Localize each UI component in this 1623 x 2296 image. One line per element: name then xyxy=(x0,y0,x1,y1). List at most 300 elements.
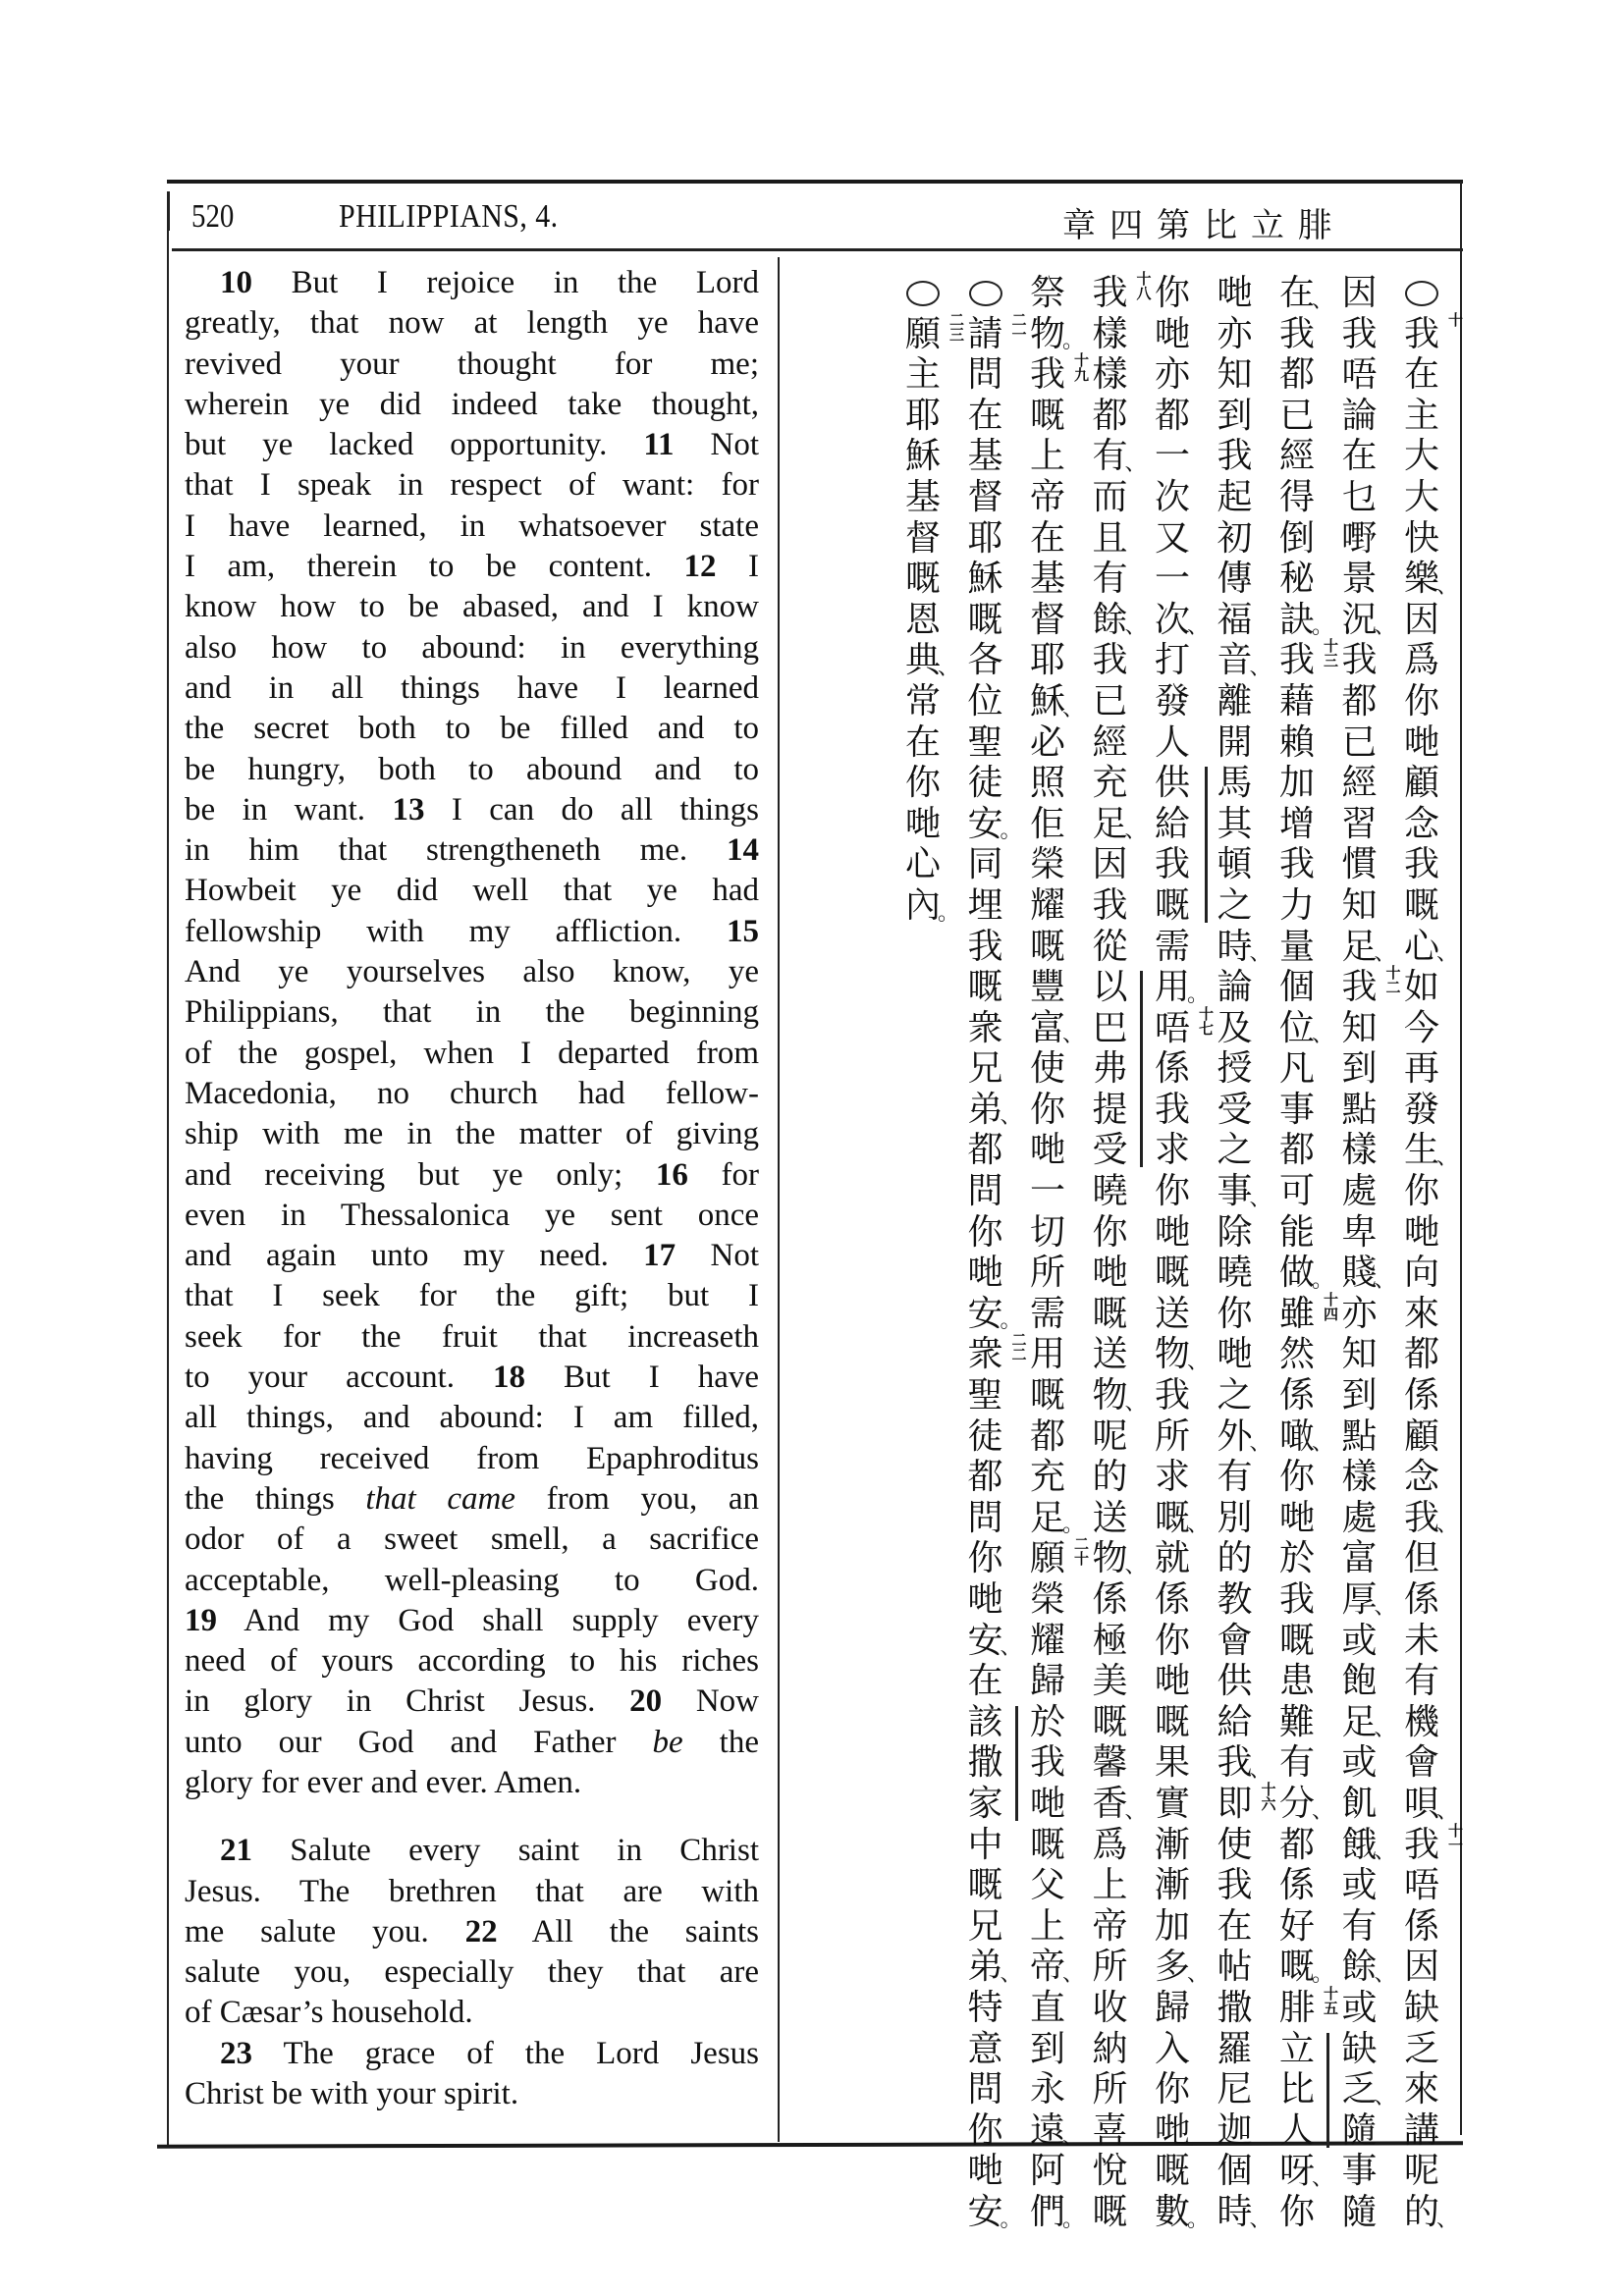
character-glyph: 雖 xyxy=(1278,1293,1315,1334)
chinese-character xyxy=(961,681,1010,722)
character-glyph: 或 xyxy=(1341,1742,1378,1784)
chinese-character xyxy=(1023,1171,1072,1212)
chinese-character xyxy=(1335,1457,1384,1498)
character-glyph: 送 xyxy=(1092,1334,1128,1375)
chinese-character xyxy=(1397,640,1446,681)
character-glyph: 有 xyxy=(1341,1905,1378,1947)
chinese-character xyxy=(1272,1985,1339,2029)
chinese-character xyxy=(1211,1947,1260,1988)
chinese-character xyxy=(961,1048,1010,1090)
chinese-character xyxy=(961,1416,1010,1458)
character-glyph: 乏 xyxy=(1403,2028,1439,2069)
character-glyph: 個 xyxy=(1217,2151,1253,2192)
character-glyph: 我 xyxy=(1154,1089,1190,1130)
chinese-character xyxy=(1272,2110,1322,2152)
chinese-character xyxy=(1023,1947,1084,1988)
character-glyph: 你 xyxy=(1217,1293,1253,1334)
character-glyph: 嘅 xyxy=(1154,1253,1190,1294)
verse-text: I can do all things xyxy=(424,791,759,828)
character-glyph: 你 xyxy=(1154,2069,1190,2110)
character-glyph: 喜 xyxy=(1092,2109,1128,2151)
chinese-character xyxy=(1148,844,1197,885)
chinese-character xyxy=(1335,1824,1396,1866)
character-glyph: 安 xyxy=(967,2191,1003,2232)
character-glyph: 嘅 xyxy=(1092,1701,1128,1742)
chinese-character xyxy=(1211,844,1260,885)
verse-text: and receiving but ye only; xyxy=(185,1156,656,1193)
character-glyph: 帝 xyxy=(1092,1905,1128,1947)
chinese-character xyxy=(1086,354,1135,396)
chinese-character xyxy=(898,884,959,927)
character-glyph: 都 xyxy=(1278,1130,1315,1171)
chinese-character xyxy=(1335,1416,1384,1458)
chinese-character xyxy=(961,1620,1022,1662)
character-glyph: 一 xyxy=(1154,436,1190,477)
character-glyph: 外 xyxy=(1217,1415,1253,1457)
character-glyph: 患 xyxy=(1278,1661,1315,1702)
chinese-character xyxy=(1335,396,1384,437)
character-glyph: 在 xyxy=(967,395,1003,436)
chinese-character xyxy=(1272,722,1322,764)
english-line xyxy=(185,345,759,385)
character-glyph: 足 xyxy=(1341,926,1378,967)
character-glyph: 物 xyxy=(1092,1538,1128,1579)
chinese-character xyxy=(1148,354,1197,396)
punctuation: 、 xyxy=(1374,1267,1396,1293)
chinese-character xyxy=(1148,518,1197,560)
character-glyph: 阿 xyxy=(1029,2151,1065,2192)
chinese-character xyxy=(1211,1988,1260,2029)
character-glyph: 亦 xyxy=(1341,1293,1378,1334)
chinese-character xyxy=(961,1538,1010,1579)
chinese-character xyxy=(961,2069,1010,2110)
chinese-character xyxy=(1211,804,1260,845)
character-glyph: 飢 xyxy=(1341,1783,1378,1824)
character-glyph: 耶 xyxy=(1029,640,1065,681)
chinese-character xyxy=(1023,396,1072,437)
chinese-character xyxy=(961,2151,1010,2192)
character-glyph: 有 xyxy=(1217,1457,1253,1498)
character-glyph: 基 xyxy=(904,476,941,517)
character-glyph: 未 xyxy=(1403,1620,1439,1661)
chinese-character xyxy=(1272,1661,1322,1702)
chinese-character xyxy=(1397,967,1446,1008)
english-line xyxy=(185,547,759,587)
character-glyph: 巴 xyxy=(1092,1007,1128,1048)
chinese-character xyxy=(1148,2069,1197,2110)
punctuation: 、 xyxy=(1061,2125,1084,2151)
character-glyph: 係 xyxy=(1092,1579,1128,1620)
chinese-character xyxy=(1272,844,1322,885)
punctuation: 。 xyxy=(1186,982,1209,1007)
character-glyph: 物 xyxy=(1092,1375,1128,1416)
punctuation: 、 xyxy=(1186,1513,1209,1538)
character-glyph: 哋 xyxy=(1217,273,1253,313)
chinese-character xyxy=(1211,477,1260,518)
chinese-character xyxy=(1023,2151,1072,2192)
chinese-character xyxy=(961,518,1010,560)
chinese-character xyxy=(1397,1008,1446,1049)
verse-text: fellowship with my affliction. xyxy=(185,913,727,949)
character-glyph: 發 xyxy=(1403,1089,1439,1130)
character-glyph: 次 xyxy=(1154,599,1190,640)
punctuation: 、 xyxy=(1249,1186,1271,1211)
chinese-character xyxy=(961,1825,1010,1866)
character-glyph: 或 xyxy=(1341,1987,1378,2028)
chinese-character xyxy=(1272,1375,1322,1416)
chinese-character xyxy=(1272,1048,1322,1090)
character-glyph: 物 xyxy=(1029,313,1065,354)
chinese-character xyxy=(1211,1457,1260,1498)
chinese-character xyxy=(1335,1375,1384,1416)
punctuation: 、 xyxy=(1435,1513,1458,1538)
chinese-character xyxy=(1023,600,1072,641)
chinese-character xyxy=(1211,1825,1260,1866)
chinese-character xyxy=(1086,436,1147,477)
character-glyph: 入 xyxy=(1154,2028,1190,2069)
character-glyph: 知 xyxy=(1341,884,1378,926)
chinese-character xyxy=(1272,1291,1339,1335)
chinese-character xyxy=(1397,1416,1446,1458)
verse-number: 十八 xyxy=(1134,271,1153,300)
english-line xyxy=(185,628,759,668)
chinese-character xyxy=(961,311,1028,355)
character-glyph: 歸 xyxy=(1154,1987,1190,2028)
character-glyph: 從 xyxy=(1092,926,1128,967)
character-glyph: 極 xyxy=(1092,1620,1128,1661)
character-glyph: 嘅 xyxy=(1154,2151,1190,2192)
character-glyph: 特 xyxy=(967,1987,1003,2028)
english-line xyxy=(185,1155,759,1196)
chinese-character xyxy=(1148,804,1197,845)
chinese-character xyxy=(1397,1988,1446,2029)
character-glyph: 機 xyxy=(1403,1701,1439,1742)
verse-text: seek for the fruit that increaseth xyxy=(185,1318,759,1355)
chinese-character xyxy=(898,396,947,437)
chinese-character xyxy=(1023,1375,1072,1416)
verse-text: Macedonia, no church had fellow- xyxy=(185,1075,759,1111)
character-glyph: 唄 xyxy=(1403,1783,1439,1824)
punctuation: 、 xyxy=(1249,1431,1271,1457)
character-glyph: 使 xyxy=(1029,1048,1065,1090)
verse-text: odor of a sweet smell, a sacrifice xyxy=(185,1522,759,1558)
verse-text: But I have xyxy=(525,1360,759,1396)
chinese-character xyxy=(1272,638,1339,681)
verse-text: need of yours according to his riches xyxy=(185,1643,759,1680)
chinese-character xyxy=(1335,1579,1396,1621)
punctuation: 、 xyxy=(1435,573,1458,599)
chinese-column xyxy=(1335,273,1402,2233)
chinese-character xyxy=(1397,1579,1446,1621)
character-glyph: 厚 xyxy=(1341,1579,1378,1620)
chinese-character xyxy=(1148,477,1197,518)
character-glyph: 顧 xyxy=(1403,763,1439,804)
bottom-rule xyxy=(157,2141,1463,2148)
chinese-character xyxy=(1211,1702,1260,1743)
character-glyph: 樂 xyxy=(1403,559,1439,600)
chinese-character xyxy=(1397,559,1458,600)
chinese-character xyxy=(1086,1212,1135,1254)
character-glyph: 人 xyxy=(1154,721,1190,763)
chinese-character xyxy=(1335,518,1384,560)
character-glyph: 督 xyxy=(1029,599,1065,640)
chinese-character xyxy=(1148,1048,1197,1090)
chinese-character xyxy=(1335,314,1384,355)
character-glyph: 撒 xyxy=(1217,1987,1253,2028)
verse-text: of Cæsar’s household. xyxy=(185,1995,473,2031)
chinese-character xyxy=(1148,2151,1197,2192)
english-line xyxy=(185,425,759,465)
character-glyph: 嘅 xyxy=(1029,1375,1065,1416)
character-glyph: 帝 xyxy=(1029,1947,1065,1988)
character-glyph: 你 xyxy=(1092,1211,1128,1253)
character-glyph: 以 xyxy=(1092,967,1128,1008)
character-glyph: 足 xyxy=(1341,1701,1378,1742)
chinese-character xyxy=(1086,2192,1135,2233)
punctuation: 、 xyxy=(1124,614,1147,640)
verse-number: 十九 xyxy=(1072,352,1090,383)
character-glyph: 上 xyxy=(1092,1865,1128,1906)
chinese-character xyxy=(1335,1947,1396,1988)
chinese-character xyxy=(1086,1661,1135,1702)
punctuation: 、 xyxy=(1249,1757,1271,1783)
chinese-character xyxy=(1023,1130,1072,1171)
verse-text: be in want. xyxy=(185,791,393,828)
character-glyph: 心 xyxy=(904,844,941,885)
character-glyph: 們 xyxy=(1029,2191,1065,2232)
english-line xyxy=(185,1439,759,1479)
character-glyph: 充 xyxy=(1029,1457,1065,1498)
character-glyph: 係 xyxy=(1154,1048,1190,1090)
verse-text: of the gospel, when I departed from xyxy=(185,1035,759,1071)
character-glyph: 常 xyxy=(904,680,941,721)
character-glyph: 哋 xyxy=(967,1579,1003,1620)
chinese-character xyxy=(898,640,959,681)
character-glyph: 受 xyxy=(1217,1089,1253,1130)
character-glyph: 嘅 xyxy=(1029,926,1065,967)
character-glyph: 所 xyxy=(1154,1415,1190,1457)
punctuation: 、 xyxy=(1124,1554,1147,1578)
verse-text: to your account. xyxy=(185,1360,494,1396)
chinese-character xyxy=(1023,1825,1072,1866)
character-glyph: 心 xyxy=(1403,926,1439,967)
character-glyph: 今 xyxy=(1403,1007,1439,1048)
chinese-character xyxy=(1335,1171,1384,1212)
character-glyph: 之 xyxy=(1217,1375,1253,1416)
chinese-character xyxy=(961,640,1010,681)
verse-text: unto our God and Father xyxy=(185,1724,653,1760)
character-glyph: 增 xyxy=(1278,803,1315,844)
character-glyph: 我 xyxy=(1403,844,1439,885)
punctuation: 、 xyxy=(1061,696,1084,721)
chinese-character xyxy=(1086,1090,1135,1131)
character-glyph: 上 xyxy=(1029,1905,1065,1947)
chinese-character xyxy=(1023,1334,1072,1375)
english-line xyxy=(185,668,759,709)
character-glyph: 香 xyxy=(1092,1783,1128,1824)
chinese-character xyxy=(1148,1171,1197,1212)
english-line xyxy=(185,1682,759,1722)
character-glyph: 加 xyxy=(1278,763,1315,804)
character-glyph: 用 xyxy=(1029,1334,1065,1375)
chinese-character xyxy=(1023,559,1072,600)
chinese-character xyxy=(961,396,1010,437)
verse-number: 十四 xyxy=(1322,1291,1339,1321)
character-glyph: 哋 xyxy=(1029,1783,1065,1824)
character-glyph: 餘 xyxy=(1341,1947,1378,1988)
verse-text: I xyxy=(716,549,759,585)
chinese-character xyxy=(1023,885,1072,927)
verse-text: the xyxy=(682,1724,759,1760)
punctuation: 、 xyxy=(1374,1717,1396,1742)
verse-number: 十七 xyxy=(1197,1005,1215,1036)
character-glyph: 弟 xyxy=(967,1089,1003,1130)
character-glyph: 都 xyxy=(1278,354,1315,396)
chinese-character xyxy=(1086,640,1135,681)
character-glyph: 都 xyxy=(1154,395,1190,436)
verse-text: but ye lacked opportunity. xyxy=(185,427,644,463)
character-glyph: 處 xyxy=(1341,1171,1378,1212)
italic-text: that came xyxy=(365,1480,515,1517)
chinese-character xyxy=(1023,763,1072,804)
character-glyph: 我 xyxy=(1278,640,1315,681)
chinese-character xyxy=(1335,804,1384,845)
chinese-character xyxy=(1397,681,1446,722)
character-glyph: 曉 xyxy=(1217,1253,1253,1294)
chinese-character xyxy=(961,803,1022,845)
verse-text: even in Thessalonica ye sent once xyxy=(185,1197,759,1233)
character-glyph: 果 xyxy=(1154,1742,1190,1784)
punctuation: 。 xyxy=(1061,1513,1084,1538)
punctuation: 、 xyxy=(1186,614,1209,640)
chinese-character xyxy=(1086,1375,1147,1416)
english-line xyxy=(185,1034,759,1074)
character-glyph: 然 xyxy=(1278,1334,1315,1375)
chinese-character xyxy=(1211,1048,1260,1090)
verse-number: 14 xyxy=(727,832,759,869)
chinese-character xyxy=(1272,1621,1322,1662)
chinese-character xyxy=(1211,722,1260,764)
character-glyph: 問 xyxy=(967,1171,1003,1212)
character-glyph: 況 xyxy=(1341,599,1378,640)
chinese-text-column xyxy=(793,271,1464,2232)
verse-number: 二一 xyxy=(1009,311,1028,342)
character-glyph: 初 xyxy=(1217,517,1253,559)
chinese-character xyxy=(1335,1294,1384,1335)
chinese-character xyxy=(1397,477,1446,518)
character-glyph: 我 xyxy=(1403,313,1439,354)
chinese-character xyxy=(1086,518,1135,560)
character-glyph: 供 xyxy=(1217,1661,1253,1702)
chinese-character xyxy=(1023,1661,1072,1702)
character-glyph: 念 xyxy=(1403,1457,1439,1498)
chinese-character xyxy=(1335,926,1396,968)
chinese-character xyxy=(1148,1742,1197,1784)
character-glyph: 足 xyxy=(1092,803,1128,844)
chinese-character xyxy=(961,477,1010,518)
character-glyph: 唔 xyxy=(1341,354,1378,396)
character-glyph: 耀 xyxy=(1029,1620,1065,1661)
chinese-character xyxy=(1397,1947,1446,1988)
character-glyph: 起 xyxy=(1217,476,1253,517)
character-glyph: 如 xyxy=(1403,967,1439,1008)
proper-name-mark xyxy=(1326,2033,1329,2148)
english-line xyxy=(185,1276,759,1316)
verse-text: Now xyxy=(662,1683,759,1720)
chinese-character xyxy=(1272,1334,1322,1375)
character-glyph: 用 xyxy=(1154,967,1190,1008)
chinese-character xyxy=(1211,1498,1260,1539)
chinese-character xyxy=(1023,477,1072,518)
character-glyph: 求 xyxy=(1154,1130,1190,1171)
verse-number: 19 xyxy=(185,1602,217,1638)
character-glyph: 之 xyxy=(1217,884,1253,926)
chinese-character xyxy=(1086,722,1135,764)
chinese-character xyxy=(1211,967,1260,1008)
character-glyph: 佢 xyxy=(1029,803,1065,844)
proper-name-mark xyxy=(1140,971,1143,1167)
character-glyph: 論 xyxy=(1341,395,1378,436)
chinese-character xyxy=(1272,1090,1322,1131)
character-glyph: 有 xyxy=(1403,1661,1439,1702)
character-glyph: 嘅 xyxy=(1029,395,1065,436)
chinese-character xyxy=(1335,965,1402,1008)
character-glyph: 一 xyxy=(1029,1171,1065,1212)
verse-text: for xyxy=(687,1156,759,1193)
character-glyph: 曉 xyxy=(1092,1171,1128,1212)
character-glyph: 哋 xyxy=(1154,2109,1190,2151)
verse-text: Salute every saint in Christ xyxy=(252,1833,759,1869)
chinese-character xyxy=(1211,1865,1260,1906)
english-line xyxy=(185,709,759,749)
character-glyph: 再 xyxy=(1403,1048,1439,1090)
character-glyph: 各 xyxy=(967,640,1003,681)
chinese-character xyxy=(1335,1988,1384,2029)
paragraph-circle-icon xyxy=(906,281,940,306)
english-line xyxy=(185,1723,759,1763)
chinese-character xyxy=(1211,1579,1260,1621)
chinese-character xyxy=(1086,803,1147,845)
character-glyph: 都 xyxy=(967,1457,1003,1498)
character-glyph: 樣 xyxy=(1092,354,1128,396)
character-glyph: 該 xyxy=(967,1701,1003,1742)
character-glyph: 實 xyxy=(1154,1783,1190,1824)
chinese-character xyxy=(1211,436,1260,477)
verse-text: Not xyxy=(676,1238,760,1274)
chinese-character xyxy=(1397,1253,1446,1294)
character-glyph: 祭 xyxy=(1029,273,1065,313)
chinese-character xyxy=(1023,1048,1072,1090)
chinese-column xyxy=(1086,271,1153,2233)
chinese-character xyxy=(1272,885,1322,927)
chinese-character xyxy=(1335,1008,1384,1049)
english-line xyxy=(185,952,759,992)
character-glyph: 事 xyxy=(1278,1089,1315,1130)
verse-text: the secret both to be filled and to xyxy=(185,711,759,747)
character-glyph: 在 xyxy=(904,721,941,763)
character-glyph: 之 xyxy=(1217,1130,1253,1171)
chinese-character xyxy=(961,1008,1010,1049)
character-glyph: 我 xyxy=(1341,967,1378,1008)
chinese-character xyxy=(1272,1783,1333,1825)
character-glyph: 唔 xyxy=(1154,1007,1190,1048)
character-glyph: 直 xyxy=(1029,1987,1065,2028)
chinese-character xyxy=(1086,967,1135,1008)
chinese-character xyxy=(1086,477,1135,518)
chinese-character xyxy=(1086,1947,1135,1988)
chinese-character xyxy=(1397,1661,1446,1702)
verse-number: 15 xyxy=(727,913,759,949)
